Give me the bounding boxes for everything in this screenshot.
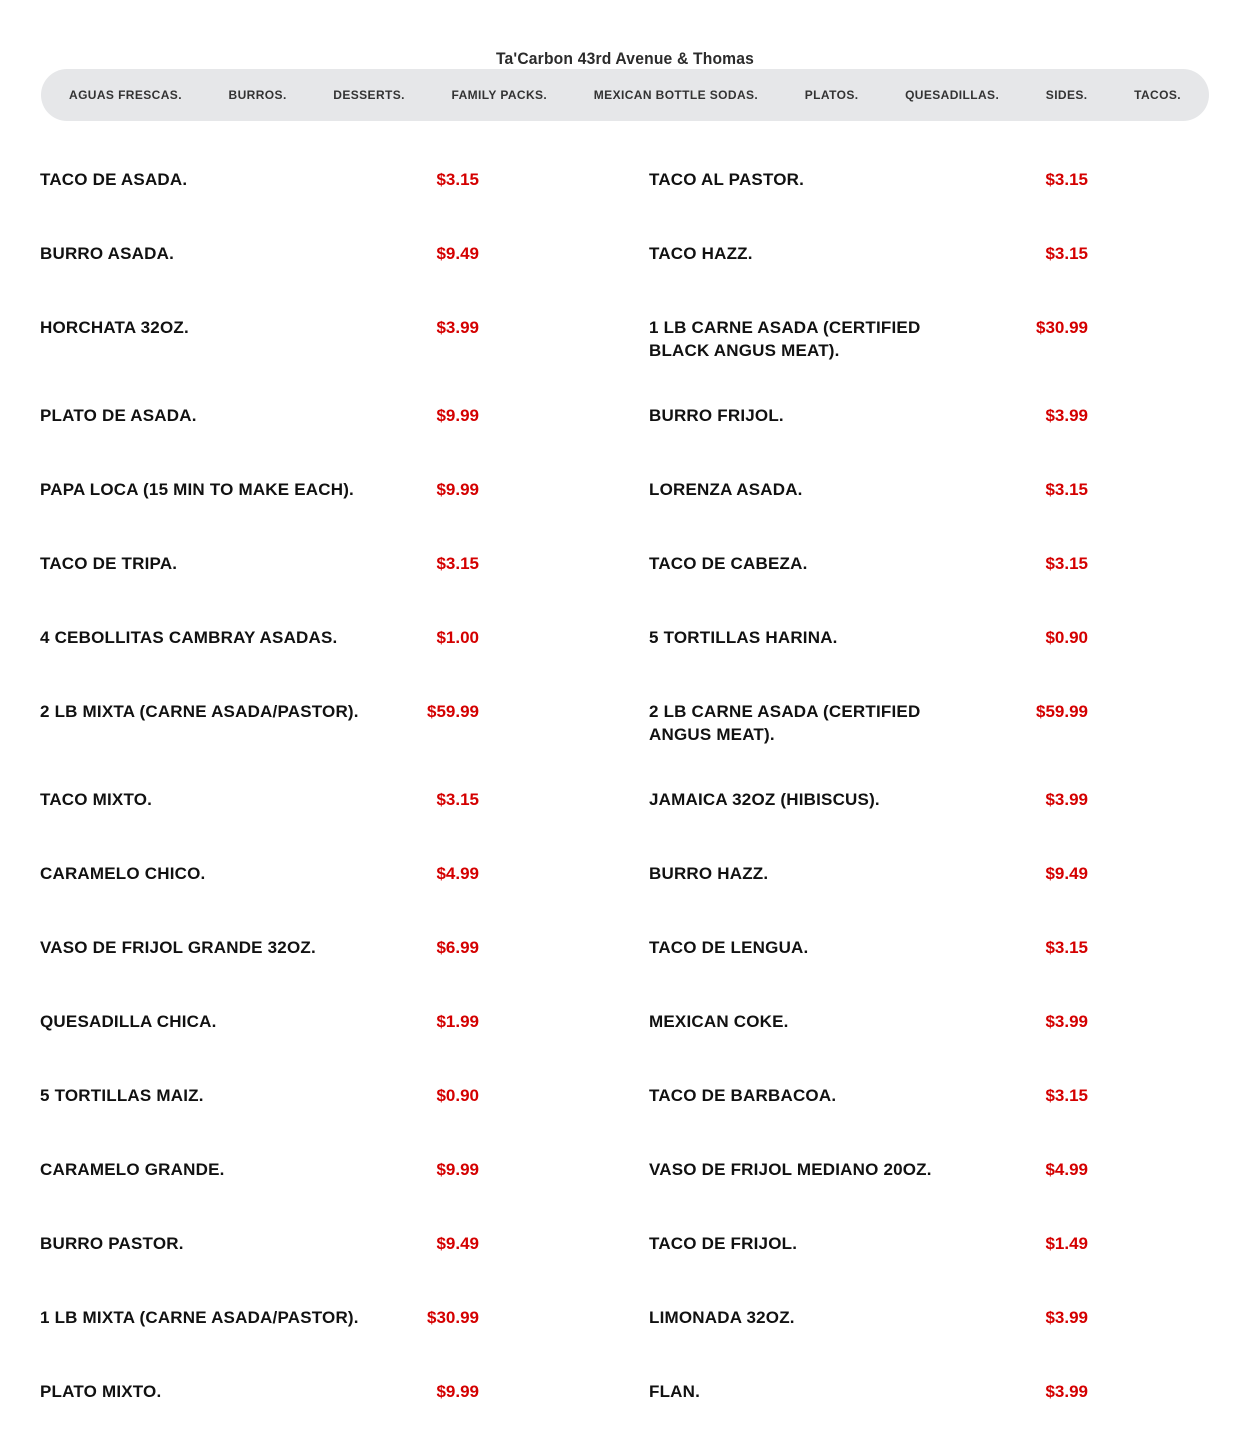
menu-item[interactable]: [649, 1158, 1088, 1181]
menu-item-price: $9.49: [436, 244, 479, 263]
menu-item[interactable]: [649, 788, 1088, 811]
menu-item-name: 4 CEBOLLITAS CAMBRAY ASADAS.: [40, 628, 338, 647]
menu-row: [40, 168, 1100, 242]
menu-item-price: $30.99: [1036, 318, 1088, 337]
menu-item-price: $1.00: [436, 628, 479, 647]
menu-row: [40, 552, 1100, 626]
menu-item-price: $3.99: [1045, 406, 1088, 425]
menu-item[interactable]: [649, 1010, 1088, 1033]
nav-item-aguas-frescas[interactable]: AGUAS FRESCAS.: [69, 88, 182, 102]
menu-item-name: 2 LB MIXTA (CARNE ASADA/PASTOR).: [40, 702, 359, 721]
menu-row: [40, 242, 1100, 316]
menu-item-name: TACO DE BARBACOA.: [649, 1086, 837, 1105]
menu-row: [40, 316, 1100, 404]
menu-row: [40, 1232, 1100, 1306]
menu-item-name: LORENZA ASADA.: [649, 480, 803, 499]
menu-item-price: $30.99: [427, 1308, 479, 1327]
menu-row: [40, 700, 1100, 788]
menu-item[interactable]: [40, 1306, 479, 1329]
page-title: Ta'Carbon 43rd Avenue & Thomas: [495, 49, 755, 68]
menu-item-name: LIMONADA 32OZ.: [649, 1308, 795, 1327]
menu-row: [40, 1158, 1100, 1232]
menu-item[interactable]: [649, 1232, 1088, 1255]
menu-item-price: $3.15: [1045, 244, 1088, 263]
menu-item-price: $3.99: [1045, 1308, 1088, 1327]
menu-item[interactable]: [40, 1232, 479, 1255]
menu-item-name: VASO DE FRIJOL MEDIANO 20OZ.: [649, 1160, 932, 1179]
menu-item[interactable]: [649, 552, 1088, 575]
menu-item-price: $1.49: [1045, 1234, 1088, 1253]
menu-item-price: $3.15: [436, 554, 479, 573]
menu-item[interactable]: [40, 242, 479, 265]
menu-item-name: TACO AL PASTOR.: [649, 170, 805, 189]
menu-item-price: $4.99: [436, 864, 479, 883]
menu-row: [40, 1010, 1100, 1084]
menu-item[interactable]: [649, 1084, 1088, 1107]
menu-item-name: QUESADILLA CHICA.: [40, 1012, 217, 1031]
menu-item[interactable]: [649, 242, 1088, 265]
menu-item[interactable]: [40, 1380, 479, 1403]
menu-item-price: $3.15: [1045, 938, 1088, 957]
menu-item[interactable]: [40, 478, 479, 501]
menu-item-name: BURRO PASTOR.: [40, 1234, 184, 1253]
menu-row: [40, 626, 1100, 700]
menu-item-price: $6.99: [436, 938, 479, 957]
menu-item[interactable]: [40, 1084, 479, 1107]
menu-item[interactable]: [40, 404, 479, 427]
menu-item-price: $9.99: [436, 1382, 479, 1401]
menu-item-name: MEXICAN COKE.: [649, 1012, 789, 1031]
nav-item-tacos[interactable]: TACOS.: [1134, 88, 1181, 102]
menu-item-name: TACO DE LENGUA.: [649, 938, 809, 957]
nav-item-sides[interactable]: SIDES.: [1045, 88, 1088, 102]
menu-item-name: 5 TORTILLAS HARINA.: [649, 628, 838, 647]
menu-item-price: $3.99: [1045, 790, 1088, 809]
nav-item-desserts[interactable]: DESSERTS.: [333, 88, 405, 102]
category-nav: [41, 69, 1209, 121]
menu-item-name: TACO DE CABEZA.: [649, 554, 808, 573]
menu-item[interactable]: [40, 552, 479, 575]
menu-item-name: HORCHATA 32OZ.: [40, 318, 189, 337]
menu-item[interactable]: [40, 316, 479, 339]
menu-item-name: PLATO DE ASADA.: [40, 406, 197, 425]
menu-item[interactable]: [40, 1158, 479, 1181]
menu-item[interactable]: [649, 316, 1088, 362]
menu-row: [40, 936, 1100, 1010]
menu-item[interactable]: [649, 168, 1088, 191]
menu-item-name: 1 LB MIXTA (CARNE ASADA/PASTOR).: [40, 1308, 359, 1327]
menu-row: [40, 788, 1100, 862]
menu-row: [40, 1084, 1100, 1158]
menu-row: [40, 862, 1100, 936]
menu-item-name: BURRO FRIJOL.: [649, 406, 784, 425]
nav-item-family-packs[interactable]: FAMILY PACKS.: [451, 88, 548, 102]
nav-item-platos[interactable]: PLATOS.: [804, 88, 859, 102]
menu-item-price: $3.15: [1045, 480, 1088, 499]
menu-item[interactable]: [649, 700, 1088, 746]
menu-item-price: $3.15: [436, 790, 479, 809]
menu-item[interactable]: [649, 1380, 1088, 1403]
menu-item-name: 1 LB CARNE ASADA (CERTIFIED BLACK ANGUS MEAT).: [649, 318, 921, 360]
menu-item-price: $3.99: [436, 318, 479, 337]
menu-item[interactable]: [649, 626, 1088, 649]
menu-item-price: $9.99: [436, 480, 479, 499]
menu-item[interactable]: [40, 788, 479, 811]
menu-item-price: $3.15: [1045, 1086, 1088, 1105]
menu-item[interactable]: [649, 862, 1088, 885]
menu-item-name: JAMAICA 32OZ (HIBISCUS).: [649, 790, 880, 809]
menu-item-name: TACO DE TRIPA.: [40, 554, 178, 573]
menu-item-price: $0.90: [436, 1086, 479, 1105]
menu-item-price: $3.99: [1045, 1382, 1088, 1401]
menu-item-price: $59.99: [427, 702, 479, 721]
menu-item-name: BURRO ASADA.: [40, 244, 174, 263]
menu-row: [40, 1380, 1100, 1454]
menu-item-name: CARAMELO GRANDE.: [40, 1160, 225, 1179]
menu-item-name: BURRO HAZZ.: [649, 864, 769, 883]
menu-item[interactable]: [649, 1306, 1088, 1329]
menu-item-name: TACO DE ASADA.: [40, 170, 188, 189]
menu-item-price: $3.15: [1045, 170, 1088, 189]
menu-item-name: 5 TORTILLAS MAIZ.: [40, 1086, 204, 1105]
menu-item-price: $1.99: [436, 1012, 479, 1031]
menu-item-price: $4.99: [1045, 1160, 1088, 1179]
menu-item[interactable]: [40, 862, 479, 885]
menu-item-price: $59.99: [1036, 702, 1088, 721]
menu-item-price: $9.99: [436, 406, 479, 425]
menu-item-name: FLAN.: [649, 1382, 701, 1401]
menu-item[interactable]: [40, 936, 479, 959]
menu-item-name: TACO HAZZ.: [649, 244, 753, 263]
menu-row: [40, 404, 1100, 478]
menu-item[interactable]: [649, 936, 1088, 959]
menu-item-price: $9.49: [436, 1234, 479, 1253]
nav-item-mexican-bottle-sodas[interactable]: MEXICAN BOTTLE SODAS.: [593, 88, 759, 102]
menu-item-price: $3.99: [1045, 1012, 1088, 1031]
menu-item[interactable]: [649, 404, 1088, 427]
menu-row: [40, 1306, 1100, 1380]
menu-list: [40, 168, 1100, 1454]
menu-item-price: $0.90: [1045, 628, 1088, 647]
menu-row: [40, 478, 1100, 552]
menu-item-name: VASO DE FRIJOL GRANDE 32OZ.: [40, 938, 316, 957]
menu-item-name: PLATO MIXTO.: [40, 1382, 162, 1401]
menu-item[interactable]: [40, 1010, 479, 1033]
menu-item-name: PAPA LOCA (15 MIN TO MAKE EACH).: [40, 480, 354, 499]
menu-item[interactable]: [40, 700, 479, 723]
menu-item-price: $9.99: [436, 1160, 479, 1179]
menu-item-price: $3.15: [436, 170, 479, 189]
menu-item-price: $3.15: [1045, 554, 1088, 573]
menu-item[interactable]: [40, 168, 479, 191]
menu-item-name: TACO MIXTO.: [40, 790, 153, 809]
menu-item-name: TACO DE FRIJOL.: [649, 1234, 798, 1253]
nav-item-quesadillas[interactable]: QUESADILLAS.: [905, 88, 1000, 102]
menu-item-name: CARAMELO CHICO.: [40, 864, 206, 883]
menu-item[interactable]: [40, 626, 479, 649]
menu-item-name: 2 LB CARNE ASADA (CERTIFIED ANGUS MEAT).: [649, 702, 921, 744]
nav-item-burros[interactable]: BURROS.: [228, 88, 287, 102]
menu-item-price: $9.49: [1045, 864, 1088, 883]
menu-item[interactable]: [649, 478, 1088, 501]
